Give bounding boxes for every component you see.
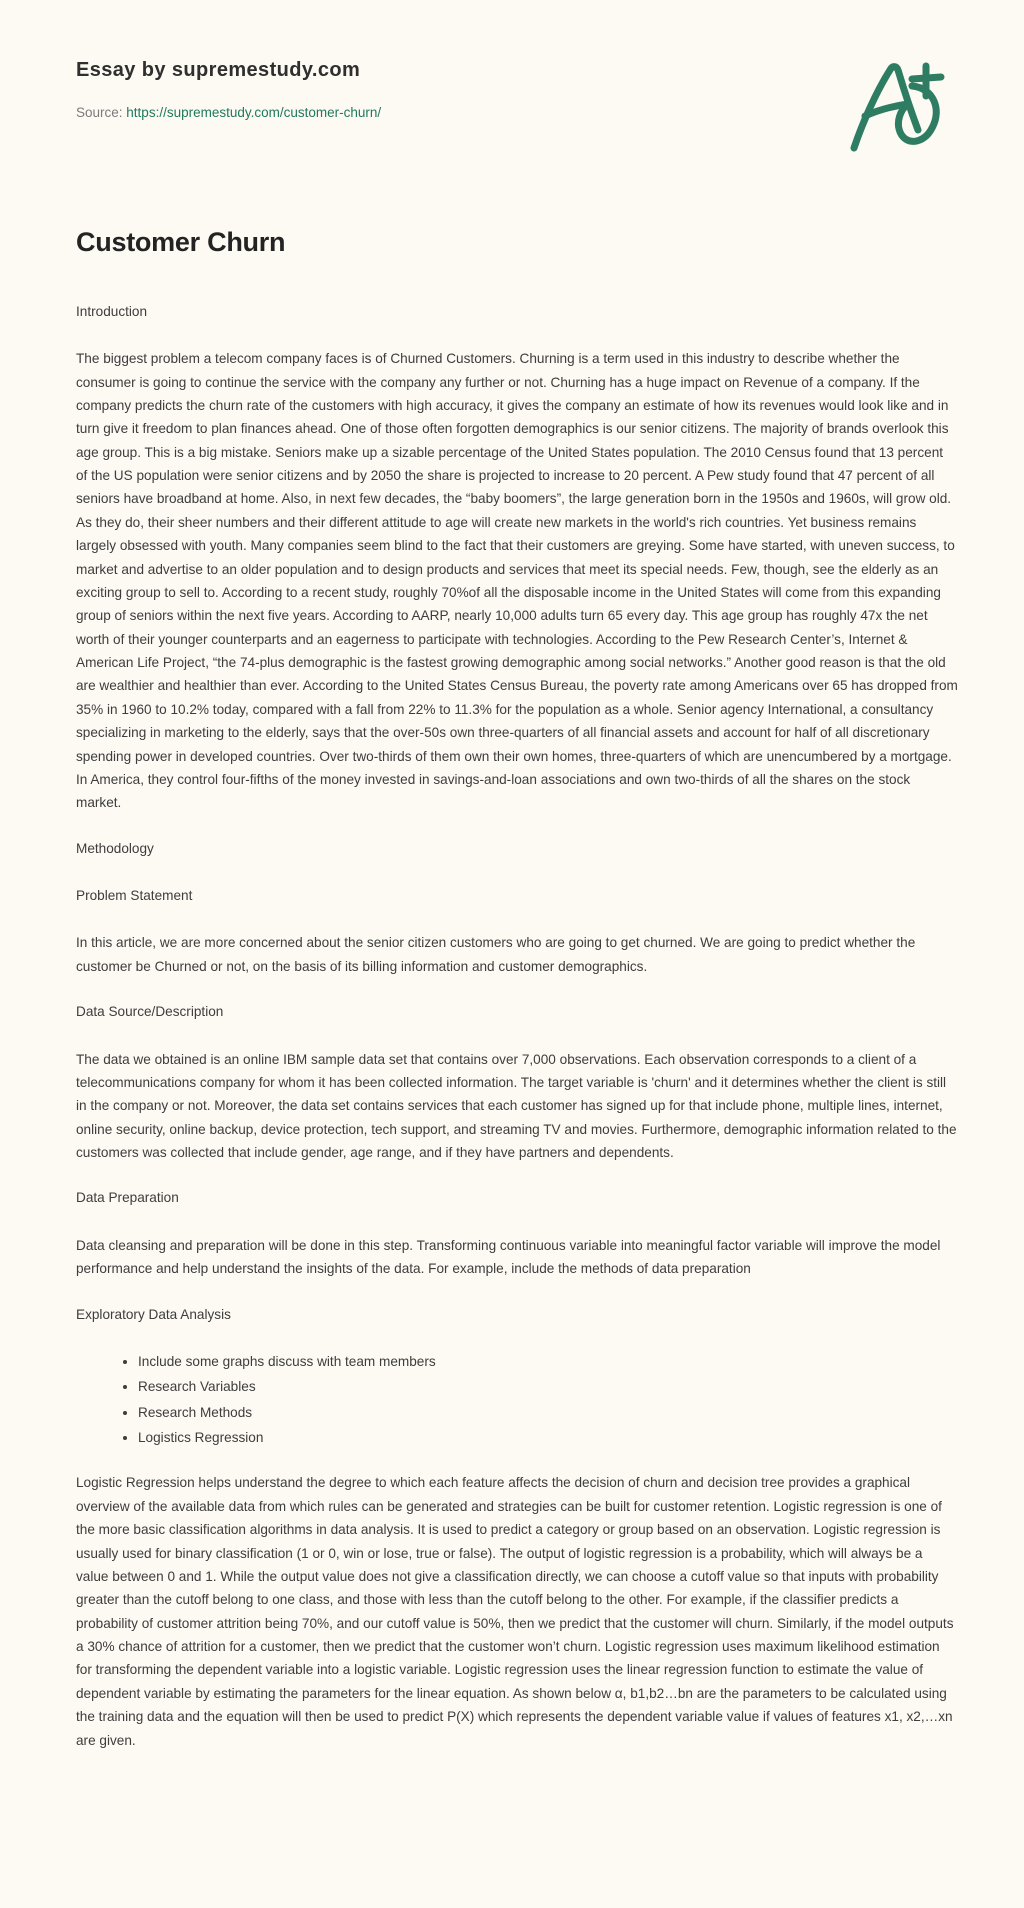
page-title: Customer Churn [76,227,286,257]
section-heading: Data Preparation [76,1190,179,1206]
body-paragraph: Data cleansing and preparation will be done in this step. Transforming continuous variable into meaningful factor variable will improve the model performance and help understand the insights of the data. For example, include the methods of data preparation [76,1237,941,1277]
section-heading: Problem Statement [76,888,193,903]
site-header [0,0,1024,182]
body-paragraph: The data we obtained is an online IBM sample data set that contains over 7,000 observations. Each observation corresponds to a client of a telecommunications company for whom it has been collected information. The target variable is 'churn' and it determines whether the client is still in the company or not. Moreover, the data set contains services that each customer has signed up for that include phone, multiple lines, internet, online security, online backup, device protection, tech support, and streaming TV and movies. Furthermore, demographic information related to the customers was collected that include gender, age range, and if they have partners and dependents. [76,1051,957,1160]
list-item: • Include some graphs discuss with team members [138,1350,958,1373]
section-heading: Methodology [76,840,154,856]
brand-title: Essay by supremestudy.com [76,59,361,81]
section-heading: Data Source/Description [76,1004,224,1020]
source-url-link[interactable]: https://supremestudy.com/customer-churn/ [126,105,382,120]
body-paragraph: The biggest problem a telecom company faces is of Churned Customers. Churning is a term used in this industry to describe whether the consumer is going to continue the service with the company any further or not. Churning has a huge impact on Revenue of a company. If the company predicts the churn rate of the customers with high accuracy, it gives the company an estimate of how its revenues would look like and in turn give it freedom to plan finances ahead. One of those often forgotten demographics is our senior citizens. The majority of brands overlook this age group. This is a big mistake. Seniors make up a sizable percentage of the United States population. The 2010 Census found that 13 percent of the US population were senior citizens and by 2050 the share is projected to increase to 20 percent. A Pew study found that 47 percent of all seniors have broadband at home. Also, in next few decades, the “baby boomers”, the large generation born in the 1950s and 1960s, will grow old. As they do, their sheer numbers and their different attitude to age will create new markets in the world's rich countries. Yet business remains largely obsessed with youth. Many companies seem blind to the fact that their customers are greying. Some have started, with uneven success, to market and advertise to an older population and to design products and services that meet its special needs. Few, though, see the elderly as an exciting group to sell to. According to a recent study, roughly 70%of all the disposable income in the United States will come from this expanding group of seniors within the next five years. According to AARP, nearly 10,000 adults turn 65 every day. This age group has roughly 47x the net worth of their younger counterparts and an eagerness to participate with technologies. According to the Pew Research Center’s, Internet & American Life Project, “the 74-plus demographic is the fastest growing demographic among social networks.” Another good reason is that the old are wealthier and healthier than ever. According to the United States Census Bureau, the poverty rate among Americans over 65 has dropped from 35% in 1960 to 10.2% today, compared with a fall from 22% to 11.3% for the population as a whole. Senior agency International, a consultancy specializing in marketing to the elderly, says that the over-50s own three-quarters of all financial assets and account for half of all discretionary spending power in developed countries. Over two-thirds of them own their own homes, three-quarters of which are unencumbered by a mortgage. In America, they control four-fifths of the money invested in savings-and-loan associations and own two-thirds of all the shares on the stock market. [76,351,958,811]
section-heading: Introduction [76,303,148,319]
source-prefix-label: Source: [76,105,123,120]
list-item: • Logistics Regression [138,1426,958,1449]
body-paragraph: In this article, we are more concerned about the senior citizen customers who are going to get churned. We are going to predict whether the customer be Churned or not, on the basis of its billing information and customer demographics. [76,935,916,974]
article-body [0,226,1024,1834]
list-item: • Research Methods [138,1401,958,1424]
article-blocks [76,300,958,1752]
bullet-list [76,1350,958,1450]
a-plus-logo-icon [842,52,962,162]
source-line [76,104,960,123]
list-item: • Research Variables [138,1375,958,1398]
body-paragraph: Logistic Regression helps understand the degree to which each feature affects the decision of churn and decision tree provides a graphical overview of the available data from which rules can be generated and strategies can be built for customer retention. Logistic regression is one of the more basic classification algorithms in data analysis. It is used to predict a category or group based on an observation. Logistic regression is usually used for binary classification (1 or 0, win or lose, true or false). The output of logistic regression is a probability, which will always be a value between 0 and 1. While the output value does not give a classification directly, we can choose a cutoff value so that inputs with probability greater than the cutoff belong to one class, and those with less than the cutoff belong to the other. For example, if the classifier predicts a probability of customer attrition being 70%, and our cutoff value is 50%, then we predict that the customer will churn. Similarly, if the model outputs a 30% chance of attrition for a customer, then we predict that the customer won’t churn. Logistic regression uses maximum likelihood estimation for transforming the dependent variable into a logistic variable. Logistic regression uses the linear regression function to estimate the value of dependent variable by estimating the parameters for the linear equation. As shown below α, b1,b2…bn are the parameters to be calculated using the training data and the equation will then be used to predict P(X) which represents the dependent variable value if values of features x1, x2,…xn are given. [76,1475,954,1748]
section-heading: Exploratory Data Analysis [76,1306,231,1322]
